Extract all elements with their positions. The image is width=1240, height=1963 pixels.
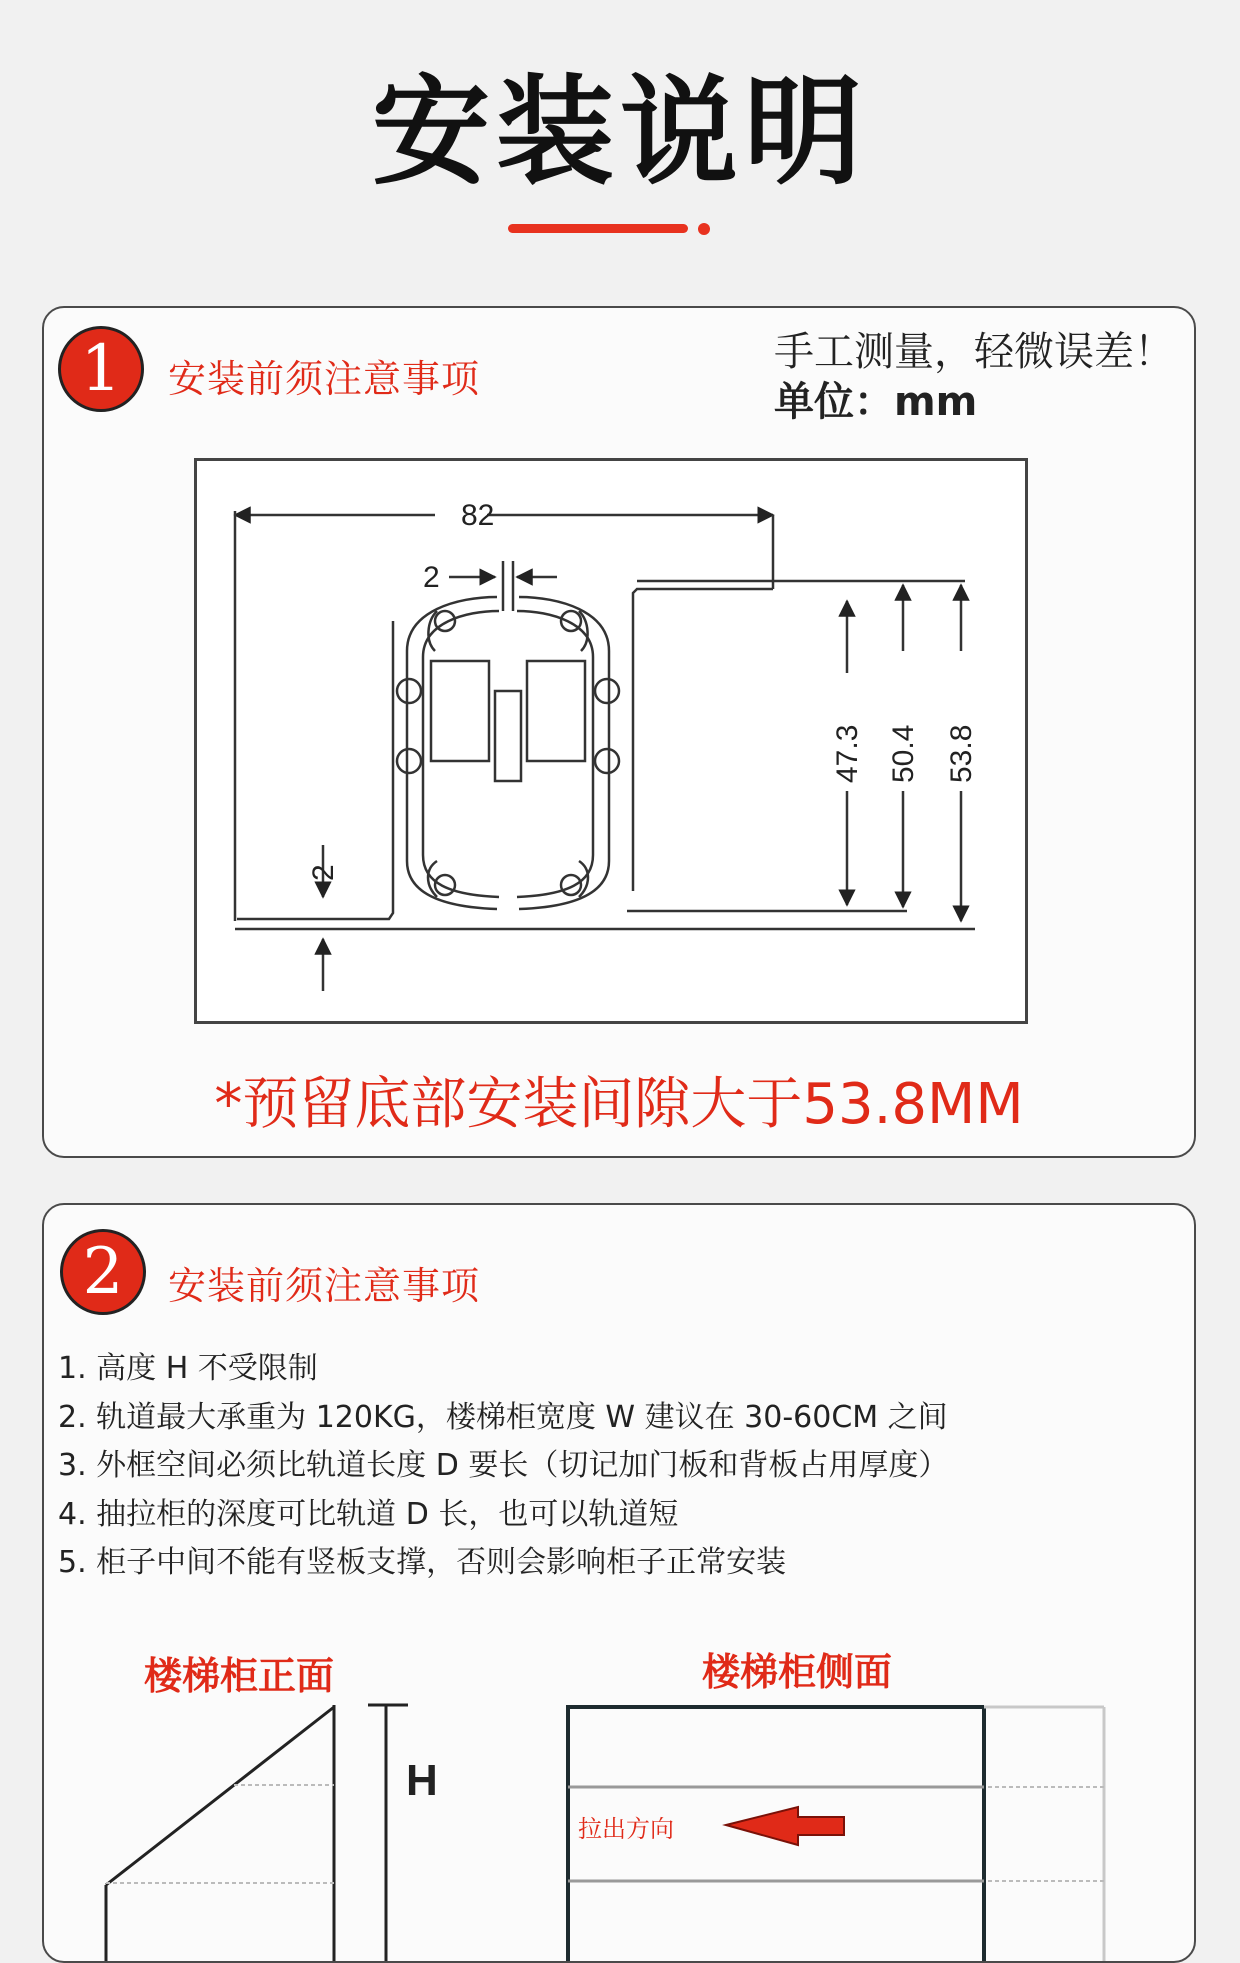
width-dimension-label: 82	[461, 499, 495, 532]
list-item: 4. 抽拉柜的深度可比轨道 D 长，也可以轨道短	[58, 1496, 679, 1532]
title-underline-dot	[698, 223, 710, 235]
height-50-label: 50.4	[887, 724, 920, 783]
unit-note: 单位：mm	[774, 379, 978, 425]
section-heading: 安装前须注意事项	[168, 357, 481, 401]
list-item: 2. 轨道最大承重为 120KG，楼梯柜宽度 W 建议在 30-60CM 之间	[58, 1399, 948, 1435]
side-view-label: 楼梯柜侧面	[702, 1650, 893, 1694]
pull-direction-arrow-icon	[726, 1807, 844, 1845]
cabinet-views-drawing	[44, 1205, 1194, 1963]
top-gap-label: 2	[423, 561, 440, 594]
list-item: 5. 柜子中间不能有竖板支撑，否则会影响柜子正常安装	[58, 1545, 787, 1580]
height-53-label: 53.8	[945, 724, 978, 783]
front-view-label: 楼梯柜正面	[144, 1654, 335, 1698]
bottom-gap-label: 2	[307, 864, 340, 881]
rail-dimension-diagram	[194, 458, 1028, 1024]
list-item: 3. 外框空间必须比轨道长度 D 要长（切记加门板和背板占用厚度）	[58, 1448, 949, 1483]
height-label: H	[406, 1756, 438, 1805]
section-number-badge: 2	[60, 1229, 146, 1315]
clearance-note: *预留底部安装间隙大于53.8MM	[214, 1072, 1024, 1137]
list-item: 1. 高度 H 不受限制	[58, 1351, 318, 1386]
section-card-2	[42, 1203, 1196, 1963]
page-title: 安装说明	[371, 63, 868, 201]
height-47-label: 47.3	[831, 724, 864, 783]
section-number-badge: 1	[58, 326, 144, 412]
pull-direction-label: 拉出方向	[578, 1816, 674, 1843]
section-card-1	[42, 306, 1196, 1158]
section-heading: 安装前须注意事项	[168, 1264, 481, 1308]
measurement-note: 手工测量，轻微误差！	[774, 329, 1174, 375]
title-underline	[508, 224, 688, 233]
rail-cross-section-drawing	[197, 461, 1025, 1021]
